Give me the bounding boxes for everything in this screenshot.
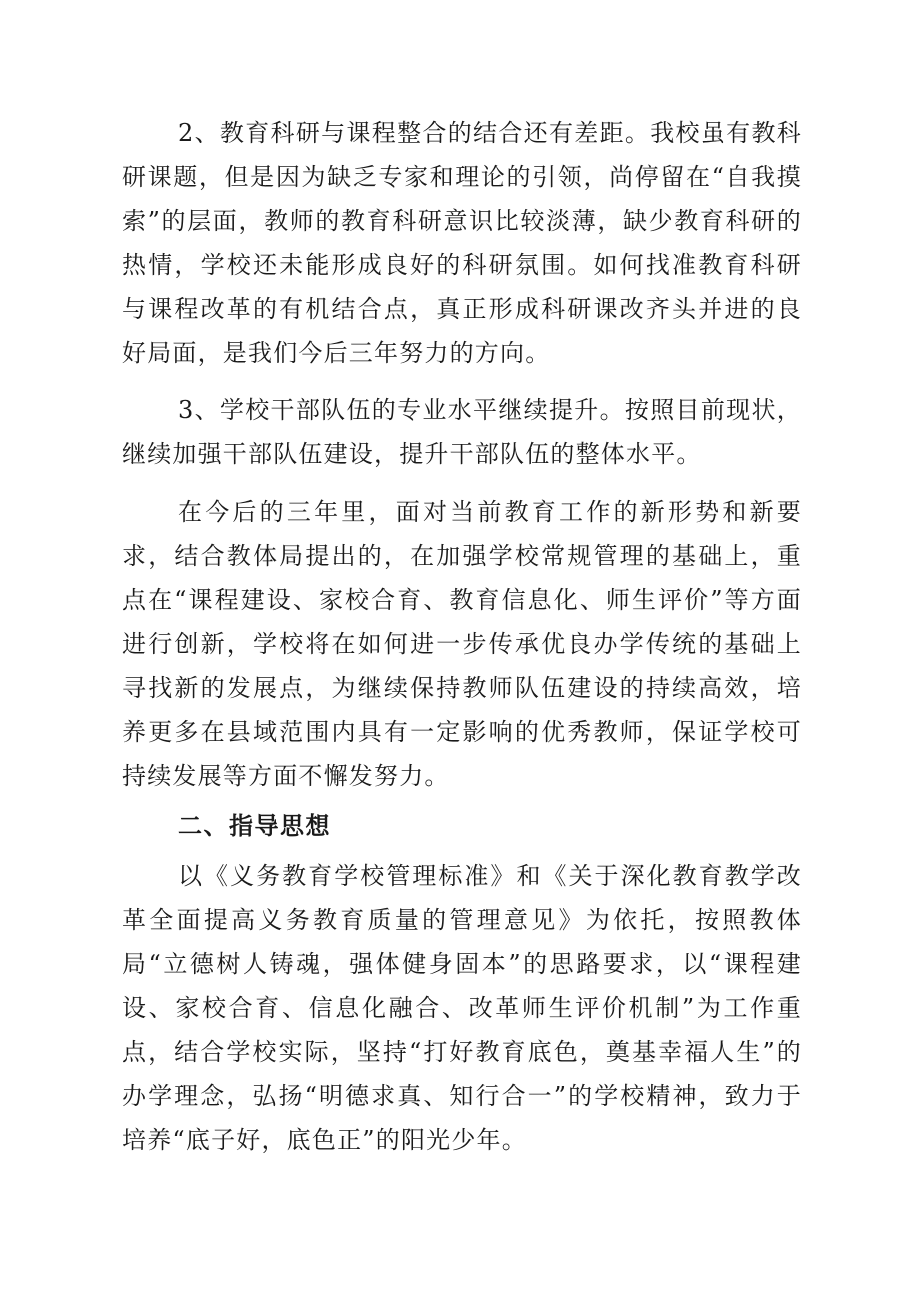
paragraph-guiding-thought: 以《义务教育学校管理标准》和《关于深化教育教学改革全面提高义务教育质量的管理意见》为依托，按照教体局“立德树人铸魂，强体健身固本”的思路要求，以“课程建设、家校合育、信息化融合、改革师生评价机制”为工作重点，结合学校实际，坚持“打好教育底色，奠基幸福人生”的办学理念，弘扬“明德求真、知行合一”的学校精神，致力于培养“底子好，底色正”的阳光少年。 (122, 862, 802, 1154)
paragraph-cadre-team: 3、学校干部队伍的专业水平继续提升。按照目前现状，继续加强干部队伍建设，提升干部队伍的整体水平。 (122, 396, 802, 468)
paragraph-three-year-plan: 在今后的三年里，面对当前教育工作的新形势和新要求，结合教体局提出的，在加强学校常规管理的基础上，重点在“课程建设、家校合育、教育信息化、师生评价”等方面进行创新，学校将在如何进一步传承优良办学传统的基础上寻找新的发展点，为继续保持教师队伍建设的持续高效，培养更多在县域范围内具有一定影响的优秀教师，保证学校可持续发展等方面不懈发努力。 (122, 498, 802, 790)
paragraph-research-gap: 2、教育科研与课程整合的结合还有差距。我校虽有教科研课题，但是因为缺乏专家和理论的引领，尚停留在“自我摸索”的层面，教师的教育科研意识比较淡薄，缺少教育科研的热情，学校还未能形成良好的科研氛围。如何找准教育科研与课程改革的有机结合点，真正形成科研课改齐头并进的良好局面，是我们今后三年努力的方向。 (122, 119, 802, 367)
document-body (122, 111, 802, 1162)
section-heading-guiding-thought: 二、指导思想 (178, 812, 331, 840)
